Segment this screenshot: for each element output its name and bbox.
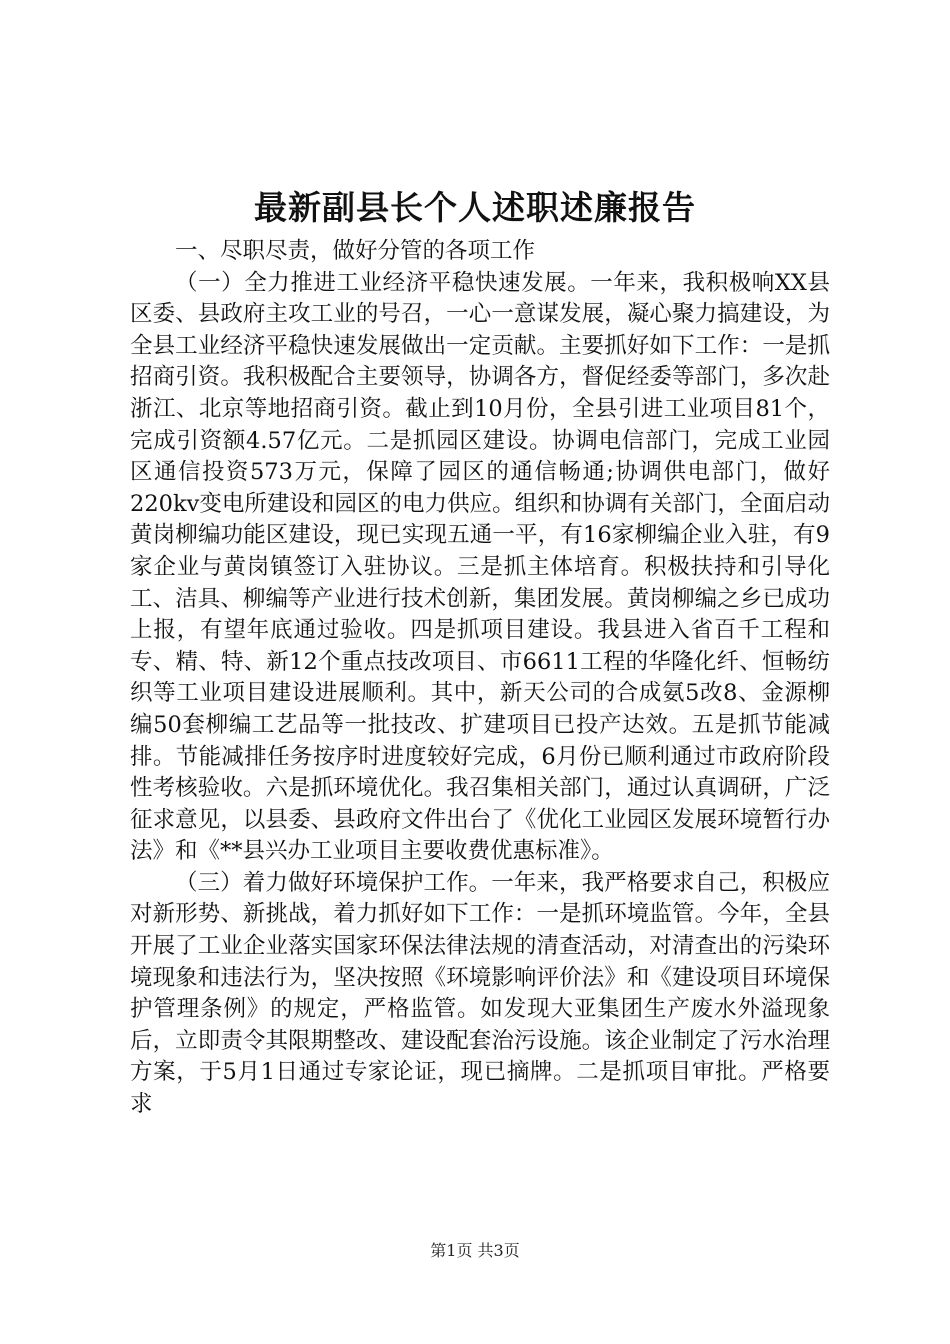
document-body <box>130 236 830 1121</box>
section-heading: 一、尽职尽责，做好分管的各项工作 <box>175 238 536 264</box>
page-number-footer: 第1页 共3页 <box>430 1241 520 1260</box>
document-title: 最新副县长个人述职述廉报告 <box>254 188 696 227</box>
body-paragraph: （一）全力推进工业经济平稳快速发展。一年来，我积极响XX县区委、县政府主攻工业的号召，一心一意谋发展，凝心聚力搞建设，为全县工业经济平稳快速发展做出一定贡献。主要抓好如下工作：一是抓招商引资。我积极配合主要领导，协调各方，督促经委等部门，多次赴浙江、北京等地招商引资。截止到10月份，全县引进工业项目81个，完成引资额4.57亿元。二是抓园区建设。协调电信部门，完成工业园区通信投资573万元，保障了园区的通信畅通;协调供电部门，做好220kv变电所建设和园区的电力供应。组织和协调有关部门，全面启动黄岗柳编功能区建设，现已实现五通一平，有16家柳编企业入驻，有9家企业与黄岗镇签订入驻协议。三是抓主体培育。积极扶持和引导化工、洁具、柳编等产业进行技术创新，集团发展。黄岗柳编之乡已成功上报，有望年底通过验收。四是抓项目建设。我县进入省百千工程和专、精、特、新12个重点技改项目、市6611工程的华隆化纤、恒畅纺织等工业项目建设进展顺利。其中，新天公司的合成氨5改8、金源柳编50套柳编工艺品等一批技改、扩建项目已投产达效。五是抓节能减排。节能减排任务按序时进度较好完成，6月份已顺利通过市政府阶段性考核验收。六是抓环境优化。我召集相关部门，通过认真调研，广泛征求意见，以县委、县政府文件出台了《优化工业园区发展环境暂行办法》和《**县兴办工业项目主要收费优惠标准》。 <box>130 269 830 865</box>
body-paragraph: （三）着力做好环境保护工作。一年来，我严格要求自己，积极应对新形势、新挑战，着力抓好如下工作：一是抓环境监管。今年，全县开展了工业企业落实国家环保法律法规的清查活动，对清查出的污染环境现象和违法行为，坚决按照《环境影响评价法》和《建设项目环境保护管理条例》的规定，严格监管。如发现大亚集团生产废水外溢现象后，立即责令其限期整改、建设配套治污设施。该企业制定了污水治理方案，于5月1日通过专家论证，现已摘牌。二是抓项目审批。严格要求 <box>130 869 830 1118</box>
